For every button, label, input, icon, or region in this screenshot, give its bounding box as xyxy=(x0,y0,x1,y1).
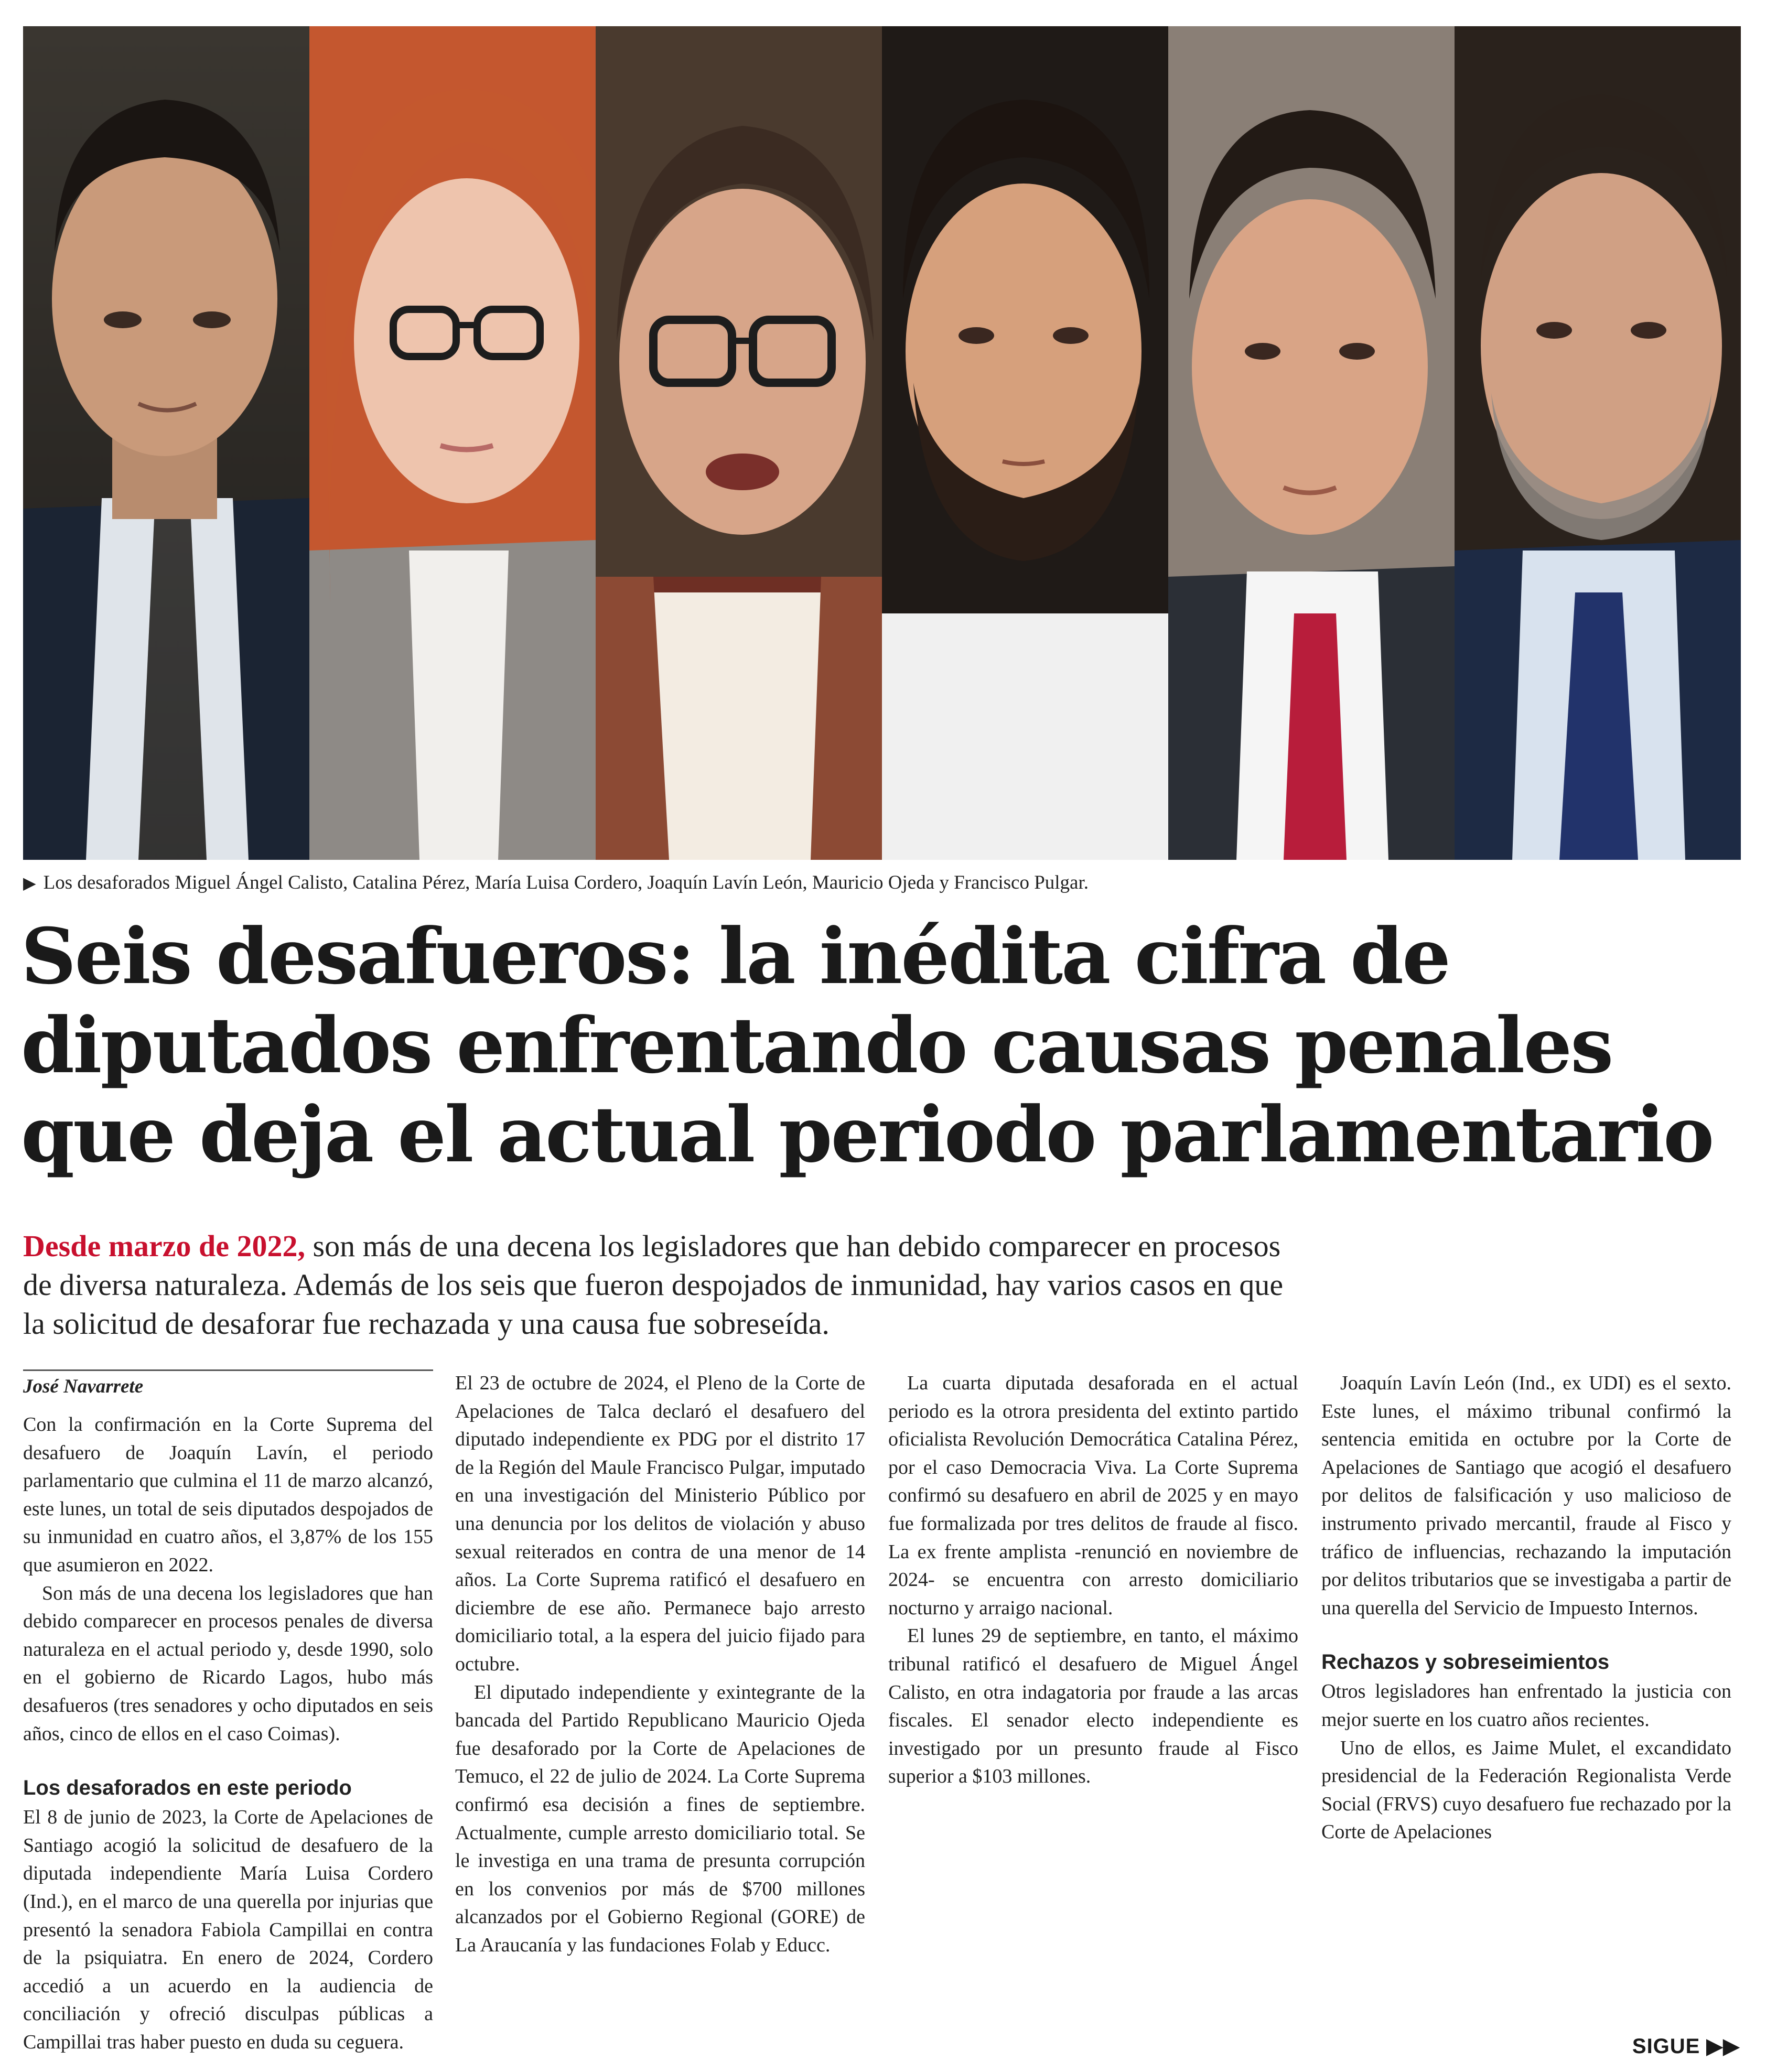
column-4 xyxy=(1321,1369,1731,2025)
body-paragraph-9: Otros legisladores han enfrentado la justicia con mejor suerte en los cuatro años recientes. xyxy=(1321,1680,1731,1731)
subhead-rechazos: Rechazos y sobreseimientos xyxy=(1321,1650,1610,1674)
lead-highlight: Desde marzo de 2022, xyxy=(23,1229,306,1263)
photo-caption xyxy=(23,870,1741,895)
byline: José Navarrete xyxy=(23,1369,433,1399)
body-paragraph-2: Son más de una decena los legisladores que han debido comparecer en procesos penales de diversa naturaleza en el actual periodo y, desde 1990, solo en el gobierno de Ricardo Lagos, hubo más desafueros (tres senadores y ocho diputados en seis años, cinco de ellos en el caso Coimas). xyxy=(23,1582,433,1745)
body-paragraph-4: El 23 de octubre de 2024, el Pleno de la Corte de Apelaciones de Talca declaró el desafuero del diputado independiente ex PDG por el distrito 17 de la Región del Maule Francisco Pulgar, imputado en una investigación del Ministerio Público por una denuncia por los delitos de violación y abuso sexual reiterados en contra de una menor de 14 años. La Corte Suprema ratificó el desafuero en diciembre de ese año. Permanece bajo arresto domiciliario total, a la espera del juicio fijado para octubre. xyxy=(455,1372,865,1675)
portrait-miguel-angel-calisto xyxy=(23,26,309,860)
caption-arrow-icon: ▶ xyxy=(23,873,36,892)
body-paragraph-6: La cuarta diputada desaforada en el actual periodo es la otrora presidenta del extinto partido oficialista Revolución Democrática Catalina Pérez, por el caso Democracia Viva. La Corte Suprema confirmó su desafuero en abril de 2025 y en mayo fue formalizada por tres delitos de fraude al fisco. La ex frente amplista -renunció en noviembre de 2024- se encuentra con arresto domiciliario nocturno y arraigo nacional. xyxy=(888,1372,1298,1619)
headline: Seis desafueros: la inédita cifra de diputados enfrentando causas penales que deja el actual periodo parlamentario xyxy=(21,912,1713,1180)
body-paragraph-3: El 8 de junio de 2023, la Corte de Apelaciones de Santiago acogió la solicitud de desafuero de la diputada independiente María Luisa Cordero (Ind.), en el marco de una querella por injurias que presentó la senadora Fabiola Campillai en contra de la psiquiatra. En enero de 2024, Cordero accedió a un acuerdo en la audiencia de conciliación y ofreció disculpas públicas a Campillai tras haber puesto en duda su ceguera. xyxy=(23,1806,433,2053)
body-paragraph-7: El lunes 29 de septiembre, en tanto, el máximo tribunal ratificó el desafuero de Miguel Ángel Calisto, en otra indagatoria por fraude a las arcas fiscales. El senador electo independiente es investigado por un presunto fraude al Fisco superior a $103 millones. xyxy=(888,1625,1298,1788)
lead-paragraph xyxy=(23,1227,1302,1343)
body-paragraph-1: Con la confirmación en la Corte Suprema del desafuero de Joaquín Lavín, el periodo parlamentario que culmina el 11 de marzo alcanzó, este lunes, un total de seis diputados despojados de su inmunidad en cuatro años, el 3,87% de los 155 que asumieron en 2022. xyxy=(23,1413,433,1576)
column-3 xyxy=(888,1369,1298,2025)
continue-label: SIGUE ▶▶ xyxy=(1632,2035,1740,2058)
photo-strip xyxy=(23,26,1741,860)
body-paragraph-8: Joaquín Lavín León (Ind., ex UDI) es el sexto. Este lunes, el máximo tribunal confirmó la sentencia emitida en octubre por la Corte de Apelaciones de Santiago que acogió el desafuero por delitos de falsificación y uso malicioso de instrumento privado mercantil, fraude al Fisco y tráfico de influencias, rechazando la imputación por delitos tributarios que se investigaba a partir de una querella del Servicio de Impuesto Internos. xyxy=(1321,1372,1731,1619)
portrait-mauricio-ojeda xyxy=(1168,26,1455,860)
column-2 xyxy=(455,1369,865,2025)
portrait-maria-luisa-cordero xyxy=(596,26,882,860)
lead-text: son más de una decena los legisladores que han debido comparecer en procesos de diversa naturaleza. Además de los seis que fueron despojados de inmunidad, hay varios casos en que la solicitud de desaforar fue rechazada y una causa fue sobreseída. xyxy=(23,1229,1284,1341)
body-paragraph-10: Uno de ellos, es Jaime Mulet, el excandidato presidencial de la Federación Regionalista Verde Social (FRVS) cuyo desafuero fue rechazado por la Corte de Apelaciones xyxy=(1321,1736,1731,1843)
portrait-francisco-pulgar xyxy=(1455,26,1741,860)
subhead-desaforados: Los desaforados en este periodo xyxy=(23,1776,352,1800)
portrait-catalina-perez xyxy=(309,26,596,860)
portrait-joaquin-lavin-leon xyxy=(882,26,1168,860)
body-paragraph-5: El diputado independiente y exintegrante de la bancada del Partido Republicano Mauricio Ojeda fue desaforado por la Corte de Apelaciones de Temuco, el 22 de julio de 2024. La Corte Suprema confirmó esa decisión a fines de septiembre. Actualmente, cumple arresto domiciliario total. Se le investiga en una trama de presunta corrupción en los convenios por más de $700 millones alcanzados por el Gobierno Regional (GORE) de La Araucanía y las fundaciones Folab y Educc. xyxy=(455,1681,865,1956)
column-1 xyxy=(23,1369,433,2053)
caption-text: Los desaforados Miguel Ángel Calisto, Catalina Pérez, María Luisa Cordero, Joaquín Lavín León, Mauricio Ojeda y Francisco Pulgar. xyxy=(43,872,1089,893)
